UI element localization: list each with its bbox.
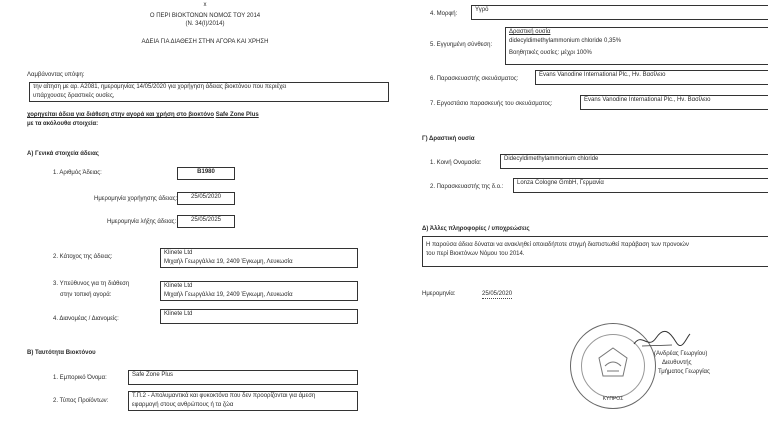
trade-name-label: 1. Εμπορικό Όνομα:: [53, 375, 107, 381]
section-a-heading: Α) Γενικά στοιχεία άδειας: [27, 151, 99, 157]
document-title: ΑΔΕΙΑ ΓΙΑ ΔΙΑΘΕΣΗ ΣΤΗΝ ΑΓΟΡΑ ΚΑΙ ΧΡΗΣΗ: [141, 39, 269, 45]
substance-maker-box: [513, 178, 768, 193]
responsible-box: [160, 281, 358, 301]
other-info-line-2: του περί Βιοκτόνων Νόμου του 2014.: [426, 251, 525, 257]
plant-value: Evans Vanodine International Plc., Ην. Βασίλειο: [584, 97, 711, 103]
signatory-role-1: Διευθυντής: [662, 360, 692, 366]
permit-number-label: 1. Αριθμός Άδειας:: [53, 170, 102, 176]
stamp-text: ΚΥΠΡΟΣ: [602, 396, 624, 402]
signatory-role-2: Τμήματος Γεωργίας: [658, 369, 710, 375]
section-b-heading: Β) Ταυτότητα Βιοκτόνου: [27, 350, 96, 356]
common-name-box: [500, 154, 768, 169]
grant-prefix: χορηγείται άδεια για διάθεση στην αγορά και χρήση στο βιοκτόνο: [27, 112, 215, 118]
form-label: 4. Μορφή:: [430, 11, 458, 17]
responsible-label-1: 3. Υπεύθυνος για τη διάθεση: [53, 281, 130, 287]
trade-name: Safe Zone Plus: [132, 372, 174, 378]
responsible-address: Μιχαήλ Γεωργάλλα 19, 2409 Έγκωμη, Λευκωσία: [164, 292, 293, 298]
expiry-date-box: [177, 215, 235, 228]
section-d-heading: Δ) Άλλες πληροφορίες / υποχρεώσεις: [422, 226, 530, 232]
other-info-box: [422, 236, 768, 267]
formulation-maker-label: 6. Παρασκευαστής σκευάσματος:: [430, 76, 519, 82]
responsible-name: Klinete Ltd: [164, 283, 193, 289]
distributor-box: [160, 309, 358, 324]
issue-date-box: [177, 192, 235, 205]
date-value: 25/05/2020: [482, 291, 513, 297]
substance-maker-label: 2. Παρασκευαστής της δ.ο.:: [430, 184, 504, 190]
common-name-label: 1. Κοινή Ονομασία:: [430, 160, 482, 166]
substance-maker-value: Lonza Cologne GmbH, Γερμανία: [517, 180, 604, 186]
permit-number: B1980: [197, 169, 215, 175]
section-c-heading: Γ) Δραστική ουσία: [422, 136, 475, 142]
stamp-emblem-icon: [593, 344, 633, 384]
law-title: Ο ΠΕΡΙ ΒΙΟΚΤΟΝΩΝ ΝΟΜΟΣ ΤΟΥ 2014: [149, 13, 261, 19]
grant-product: Safe Zone Plus: [215, 112, 259, 118]
holder-address: Μιχαήλ Γεωργάλλα 19, 2409 Έγκωμη, Λευκωσία: [164, 259, 293, 265]
application-reason-box: [29, 82, 389, 102]
distributor-label: 4. Διανομέας / Διανομείς:: [53, 316, 119, 322]
issue-date: 25/05/2020: [190, 194, 222, 200]
received-label: Λαμβάνοντας υπόψη:: [27, 72, 85, 78]
reason-line-1: την αίτηση με αρ. Α2081, ημερομηνίας 14/05/2020 για χορήγηση άδειας βιοκτόνου που περιέχει: [33, 84, 287, 90]
reason-line-2: υπάρχουσες δραστικές ουσίες,: [33, 93, 115, 99]
law-number: (Ν. 34(Ι)/2014): [185, 21, 225, 27]
distributor-name: Klinete Ltd: [164, 311, 193, 317]
product-type-label: 2. Τύπος Προϊόντων:: [53, 398, 109, 404]
common-name-value: Didecyldimethylammonium chloride: [504, 156, 599, 162]
product-type-line-1: Τ.Π.2 - Απολυμαντικά και φυκοκτόνα που δεν προορίζονται για άμεση: [132, 393, 316, 399]
composition-box: [505, 27, 768, 65]
form-box: [471, 5, 768, 20]
product-type-box: [128, 391, 358, 411]
permit-number-box: [177, 167, 235, 180]
expiry-date-label: Ημερομηνία λήξης άδειας:: [107, 219, 177, 225]
grant-statement: [27, 112, 259, 119]
formulation-maker-box: [535, 70, 768, 85]
trade-name-box: [128, 370, 358, 385]
date-label: Ημερομηνία:: [422, 291, 456, 297]
formulation-maker-value: Evans Vanodine International Plc., Ην. Βασίλειο: [539, 72, 666, 78]
responsible-label-2: στην τοπική αγορά:: [60, 292, 112, 298]
active-substance-heading: Δραστική ουσία: [509, 29, 551, 35]
grant-suffix: με τα ακόλουθα στοιχεία:: [27, 121, 99, 127]
auxiliary-substances: Βοηθητικές ουσίες: μέχρι 100%: [509, 50, 592, 56]
other-info-line-1: Η παρούσα άδεια δύναται να ανακληθεί οποιαδήποτε στιγμή διαπιστωθεί παράβαση των προνοιών: [426, 242, 689, 248]
holder-box: [160, 248, 358, 268]
signatory-name: (Ανδρέας Γεωργίου): [654, 351, 708, 357]
plant-box: [580, 95, 768, 110]
plant-label: 7. Εργοστάσιο παρασκευής του σκευάσματος:: [430, 101, 553, 107]
composition-label: 5. Εγγυημένη σύνθεση:: [430, 42, 493, 48]
holder-name: Klinete Ltd: [164, 250, 193, 256]
signature-icon: [632, 328, 692, 350]
form-value: Υγρό: [475, 7, 489, 13]
active-substance-value: didecyldimethylammonium chloride 0,35%: [509, 38, 622, 44]
holder-label: 2. Κάτοχος της άδειας:: [53, 254, 113, 260]
expiry-date: 25/05/2025: [190, 217, 222, 223]
header-mark: x: [203, 2, 207, 8]
product-type-line-2: εφαρμογή στους ανθρώπους ή τα ζώα: [132, 402, 234, 408]
issue-date-label: Ημερομηνία χορήγησης άδειας:: [94, 196, 178, 202]
